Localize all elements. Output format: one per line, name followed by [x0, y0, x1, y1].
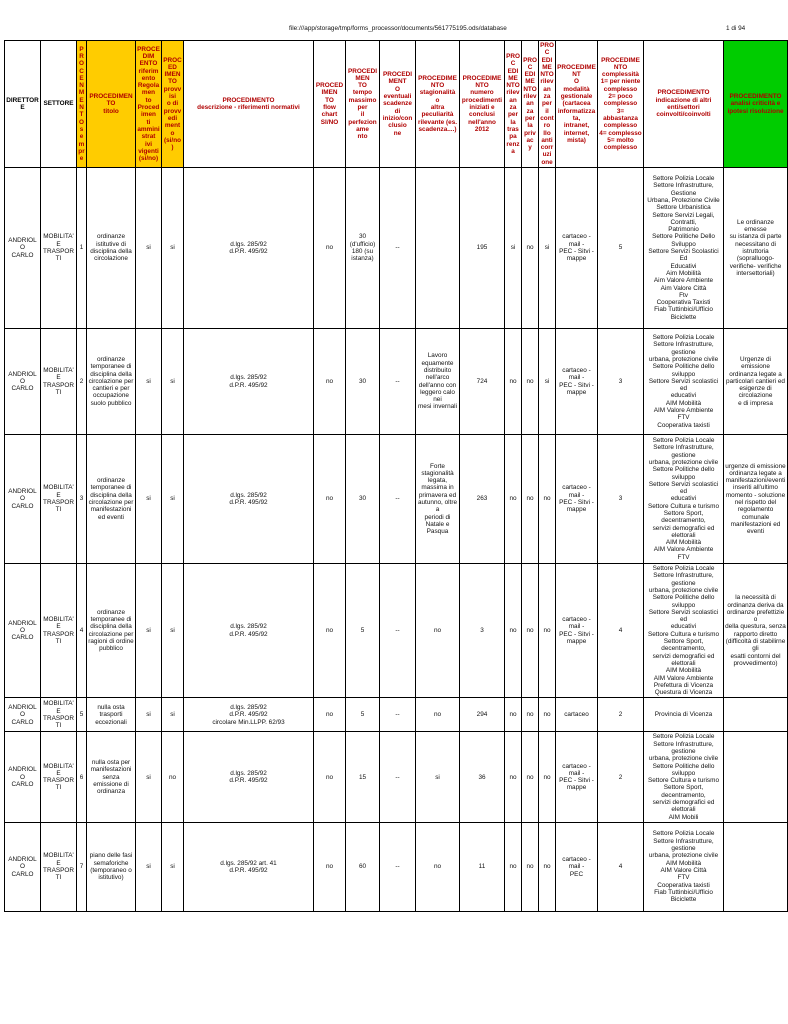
descrizione-cell: d.lgs. 285/92 d.P.R. 495/92: [184, 168, 314, 329]
altri-enti-cell: Settore Polizia Locale Settore Infrastrutture, gestione urbana, protezione civile Settore Politiche dello sviluppo Settore Servizi scolastici ed educativi Settore Cultura e turismo Settore Sport, decentramento, servizi demografici ed elettorali AIM Mobilità AIM Valore Ambiente FTV: [644, 435, 724, 564]
modalita-cell: cartaceo - mail - PEC - Sitvi - mappe: [556, 435, 598, 564]
titolo-cell: ordinanze istitutive di disciplina della circolazione: [87, 168, 136, 329]
scadenze-cell: --: [380, 822, 416, 911]
stagionalita-cell: [416, 168, 460, 329]
direttore-cell: ANDRIOLO CARLO: [5, 329, 41, 435]
trasparenza-cell: no: [505, 732, 522, 823]
regolamento-cell: si: [136, 732, 162, 823]
row-number-cell: 7: [77, 822, 87, 911]
privacy-cell: no: [522, 822, 539, 911]
complessita-cell: 3: [598, 329, 644, 435]
settore-cell: MOBILITA' E TRASPORTI: [41, 698, 77, 732]
page-number: 1 di 94: [726, 25, 746, 32]
trasparenza-cell: no: [505, 435, 522, 564]
numero-cell: 3: [460, 564, 505, 698]
complessita-cell: 3: [598, 435, 644, 564]
descrizione-cell: d.lgs. 285/92 d.P.R. 495/92: [184, 329, 314, 435]
trasparenza-cell: no: [505, 698, 522, 732]
tempo-cell: 30: [346, 329, 380, 435]
tempo-cell: 30 (d'ufficio) 180 (su istanza): [346, 168, 380, 329]
numero-cell: 195: [460, 168, 505, 329]
tempo-cell: 5: [346, 564, 380, 698]
table-row: [5, 564, 788, 698]
anticorruzione-cell: si: [539, 168, 556, 329]
provvedimento-cell: no: [162, 732, 184, 823]
titolo-cell: piano delle fasi semaforiche (temporaneo o istitutivo): [87, 822, 136, 911]
scadenze-cell: --: [380, 732, 416, 823]
scadenze-cell: --: [380, 329, 416, 435]
stagionalita-cell: Forte stagionalità legata, massima in primavera ed autunno, oltre a periodi di Natale e Pasqua: [416, 435, 460, 564]
altri-enti-cell: Settore Polizia Locale Settore Infrastrutture, gestione urbana, protezione civile Settore Politiche dello sviluppo Settore Cultura e turismo Settore Sport, decentramento, servizi demografici ed elettorali AIM Mobili: [644, 732, 724, 823]
flowchart-cell: no: [314, 732, 346, 823]
stagionalita-cell: si: [416, 732, 460, 823]
col-anticorruzione: PROC EDIME NTO rilevan za per il contro llo anti corruzi one: [540, 42, 554, 166]
anticorruzione-cell: si: [539, 329, 556, 435]
settore-cell: MOBILITA' E TRASPORTI: [41, 435, 77, 564]
trasparenza-cell: si: [505, 168, 522, 329]
table-row: [5, 698, 788, 732]
descrizione-cell: d.lgs. 285/92 d.P.R. 495/92: [184, 564, 314, 698]
flowchart-cell: no: [314, 435, 346, 564]
col-altri-enti: PROCEDIMENTO indicazione di altri enti/settori coinvolti/coinvolti: [644, 41, 724, 168]
tempo-cell: 30: [346, 435, 380, 564]
criticita-cell: [724, 732, 788, 823]
col-stagionalita: PROCEDIMENTO stagionalità o altra peculiarità rilevante (es. scadenza....): [416, 41, 460, 168]
settore-cell: MOBILITA' E TRASPORTI: [41, 732, 77, 823]
col-regolamento: PROCEDIM ENTO riferimento Regolamen to Procedimen ti amministrat ivi vigenti (si/no): [136, 41, 162, 168]
complessita-cell: 4: [598, 564, 644, 698]
flowchart-cell: no: [314, 698, 346, 732]
privacy-cell: no: [522, 732, 539, 823]
modalita-cell: cartaceo - mail - PEC - Sitvi - mappe: [556, 329, 598, 435]
tempo-cell: 60: [346, 822, 380, 911]
table-row: [5, 329, 788, 435]
settore-cell: MOBILITA' E TRASPORTI: [41, 168, 77, 329]
table-row: [5, 435, 788, 564]
criticita-cell: Urgenze di emissione ordinanza legate a particolari cantieri ed esigenze di circolazione e di impresa: [724, 329, 788, 435]
row-number-cell: 2: [77, 329, 87, 435]
flowchart-cell: no: [314, 329, 346, 435]
flowchart-cell: no: [314, 822, 346, 911]
direttore-cell: ANDRIOLO CARLO: [5, 822, 41, 911]
descrizione-cell: d.lgs. 285/92 d.P.R. 495/92: [184, 435, 314, 564]
row-number-cell: 3: [77, 435, 87, 564]
stagionalita-cell: Lavoro equamente distribuito nell'arco dell'anno con leggero calo nei mesi invernali: [416, 329, 460, 435]
regolamento-cell: si: [136, 168, 162, 329]
scadenze-cell: --: [380, 435, 416, 564]
direttore-cell: ANDRIOLO CARLO: [5, 435, 41, 564]
altri-enti-cell: Settore Polizia Locale Settore Infrastrutture, Gestione Urbana, Protezione Civile Settore Urbanistica Settore Servizi Legali, Contratti, Patrimonio Settore Politiche Dello Sviluppo Settore Servizi Scolastici Ed Educativi Aim Mobilità Aim Valore Ambiente Aim Valore Città Ftv Cooperativa Taxisti Fiab Tuttinbici/Ufficio Biciclette: [644, 168, 724, 329]
privacy-cell: no: [522, 564, 539, 698]
numero-cell: 36: [460, 732, 505, 823]
privacy-cell: no: [522, 329, 539, 435]
stagionalita-cell: no: [416, 698, 460, 732]
modalita-cell: cartaceo - mail - PEC: [556, 822, 598, 911]
col-descrizione: PROCEDIMENTO descrizione - riferimenti normativi: [184, 41, 314, 168]
col-trasparenza: PROC EDIME NTO rilevan za per la traspa renza: [505, 41, 522, 168]
regolamento-cell: si: [136, 822, 162, 911]
modalita-cell: cartaceo - mail - PEC - Sitvi - mappe: [556, 168, 598, 329]
table-row: [5, 822, 788, 911]
regolamento-cell: si: [136, 564, 162, 698]
modalita-cell: cartaceo - mail - PEC - Sitvi - mappe: [556, 732, 598, 823]
modalita-cell: cartaceo: [556, 698, 598, 732]
altri-enti-cell: Settore Polizia Locale Settore Infrastrutture, gestione urbana, protezione civile Settore Politiche dello sviluppo Settore Servizi scolastici ed educativi AIM Mobilità AIM Valore Ambiente FTV Cooperativa taxisti: [644, 329, 724, 435]
table-row: [5, 168, 788, 329]
altri-enti-cell: Provincia di Vicenza: [644, 698, 724, 732]
stagionalita-cell: no: [416, 564, 460, 698]
anticorruzione-cell: no: [539, 698, 556, 732]
numero-cell: 294: [460, 698, 505, 732]
trasparenza-cell: no: [505, 329, 522, 435]
anticorruzione-cell: no: [539, 564, 556, 698]
descrizione-cell: d.lgs. 285/92 d.P.R. 495/92 circolare Min.LLPP. 62/93: [184, 698, 314, 732]
provvedimento-cell: si: [162, 698, 184, 732]
trasparenza-cell: no: [505, 564, 522, 698]
provvedimento-cell: si: [162, 564, 184, 698]
col-complessita: PROCEDIMENTO complessità 1= per niente complesso 2= poco complesso 3= abbastanza complesso 4= complesso 5= molto complesso: [598, 41, 644, 168]
settore-cell: MOBILITA' E TRASPORTI: [41, 329, 77, 435]
criticita-cell: la necessità di ordinanza deriva da ordinanze prefettizie o della questura, senza rapporto diretto (difficoltà di stabilirne gli esatti contorni del provvedimento): [724, 564, 788, 698]
numero-cell: 724: [460, 329, 505, 435]
row-number-cell: 4: [77, 564, 87, 698]
complessita-cell: 5: [598, 168, 644, 329]
numero-cell: 11: [460, 822, 505, 911]
trasparenza-cell: no: [505, 822, 522, 911]
altri-enti-cell: Settore Polizia Locale Settore Infrastrutture, gestione urbana, protezione civile AIM Mobilità AIM Valore Città FTV Cooperativa taxisti Fiab Tuttinbici/Ufficio Biciclette: [644, 822, 724, 911]
flowchart-cell: no: [314, 564, 346, 698]
file-path: file:///app/storage/tmp/forms_processor/documents/561775195.ods/database: [289, 25, 507, 32]
col-titolo: PROCEDIMENTO titolo: [87, 41, 136, 168]
criticita-cell: [724, 698, 788, 732]
regolamento-cell: si: [136, 698, 162, 732]
direttore-cell: ANDRIOLO CARLO: [5, 732, 41, 823]
col-tempo: PROCEDIMEN TO tempo massimo per il perfezioname nto: [346, 41, 380, 168]
table-row: [5, 732, 788, 823]
col-scadenze: PROCEDIMENT O eventuali scadenze di inizio/conclusio ne: [380, 41, 416, 168]
complessita-cell: 2: [598, 698, 644, 732]
col-numero: PROCEDIMENTO numero procedimenti iniziati e conclusi nell'anno 2012: [460, 41, 505, 168]
col-criticita: PROCEDIMENTO analisi criticità e ipotesi risoluzione: [724, 41, 788, 168]
col-modalita: PROCEDIMENT O modalità gestionale (cartacea informatizzata, intranet, internet, mista): [556, 41, 598, 168]
scadenze-cell: --: [380, 564, 416, 698]
privacy-cell: no: [522, 435, 539, 564]
flowchart-cell: no: [314, 168, 346, 329]
scadenze-cell: --: [380, 698, 416, 732]
complessita-cell: 4: [598, 822, 644, 911]
scadenze-cell: --: [380, 168, 416, 329]
provvedimento-cell: si: [162, 435, 184, 564]
col-privacy: PROC EDIME NTO rilevan za per la privac y: [522, 41, 539, 168]
criticita-cell: [724, 822, 788, 911]
titolo-cell: ordinanze temporanee di disciplina della circolazione per ragioni di ordine pubblico: [87, 564, 136, 698]
anticorruzione-cell: no: [539, 732, 556, 823]
row-number-cell: 5: [77, 698, 87, 732]
stagionalita-cell: no: [416, 822, 460, 911]
col-flowchart: PROCEDIMEN TO flow chart SI/NO: [314, 41, 346, 168]
procedures-table: [4, 40, 788, 912]
header-row: [5, 41, 788, 168]
modalita-cell: cartaceo - mail - PEC - Sitvi - mappe: [556, 564, 598, 698]
regolamento-cell: si: [136, 435, 162, 564]
anticorruzione-cell: no: [539, 822, 556, 911]
provvedimento-cell: si: [162, 822, 184, 911]
altri-enti-cell: Settore Polizia Locale Settore Infrastrutture, gestione urbana, protezione civile Settore Politiche dello sviluppo Settore Servizi scolastici ed educativi Settore Cultura e turismo Settore Sport, decentramento, servizi demografici ed elettorali AIM Mobilità AIM Valore Ambiente Prefettura di Vicenza Questura di Vicenza: [644, 564, 724, 698]
direttore-cell: ANDRIOLO CARLO: [5, 564, 41, 698]
direttore-cell: ANDRIOLO CARLO: [5, 698, 41, 732]
col-provvedimento: PROCED IMENTO provvisi o di provvedi mento (si/no): [162, 41, 184, 168]
descrizione-cell: d.lgs. 285/92 art. 41 d.P.R. 495/92: [184, 822, 314, 911]
criticita-cell: Le ordinanze emesse su istanza di parte necessitano di istruttoria (sopralluogo- verifiche- verifiche intersettoriali): [724, 168, 788, 329]
print-header: [0, 25, 770, 37]
tempo-cell: 5: [346, 698, 380, 732]
row-number-cell: 1: [77, 168, 87, 329]
titolo-cell: ordinanze temporanee di disciplina della circolazione per cantieri e per occupazione suolo pubblico: [87, 329, 136, 435]
provvedimento-cell: si: [162, 329, 184, 435]
col-procedimento-sempre: PRO CEN MEN TO sem pre: [77, 41, 87, 168]
privacy-cell: no: [522, 168, 539, 329]
privacy-cell: no: [522, 698, 539, 732]
titolo-cell: nulla osta trasporti eccezionali: [87, 698, 136, 732]
anticorruzione-cell: no: [539, 435, 556, 564]
provvedimento-cell: si: [162, 168, 184, 329]
regolamento-cell: si: [136, 329, 162, 435]
descrizione-cell: d.lgs. 285/92 d.P.R. 495/92: [184, 732, 314, 823]
titolo-cell: nulla osta per manifestazioni senza emissione di ordinanza: [87, 732, 136, 823]
tempo-cell: 15: [346, 732, 380, 823]
row-number-cell: 6: [77, 732, 87, 823]
settore-cell: MOBILITA' E TRASPORTI: [41, 564, 77, 698]
titolo-cell: ordinanze temporanee di disciplina della circolazione per manifestazioni ed eventi: [87, 435, 136, 564]
numero-cell: 263: [460, 435, 505, 564]
col-settore: SETTORE: [41, 41, 77, 168]
criticita-cell: urgenze di emissione ordinanza legate a manifestazioni/eventi inseriti all'ultimo momento - soluzione nel rispetto del regolamento comunale manifestazioni ed eventi: [724, 435, 788, 564]
settore-cell: MOBILITA' E TRASPORTI: [41, 822, 77, 911]
complessita-cell: 2: [598, 732, 644, 823]
col-direttore: DIRETTORE: [5, 41, 41, 168]
direttore-cell: ANDRIOLO CARLO: [5, 168, 41, 329]
